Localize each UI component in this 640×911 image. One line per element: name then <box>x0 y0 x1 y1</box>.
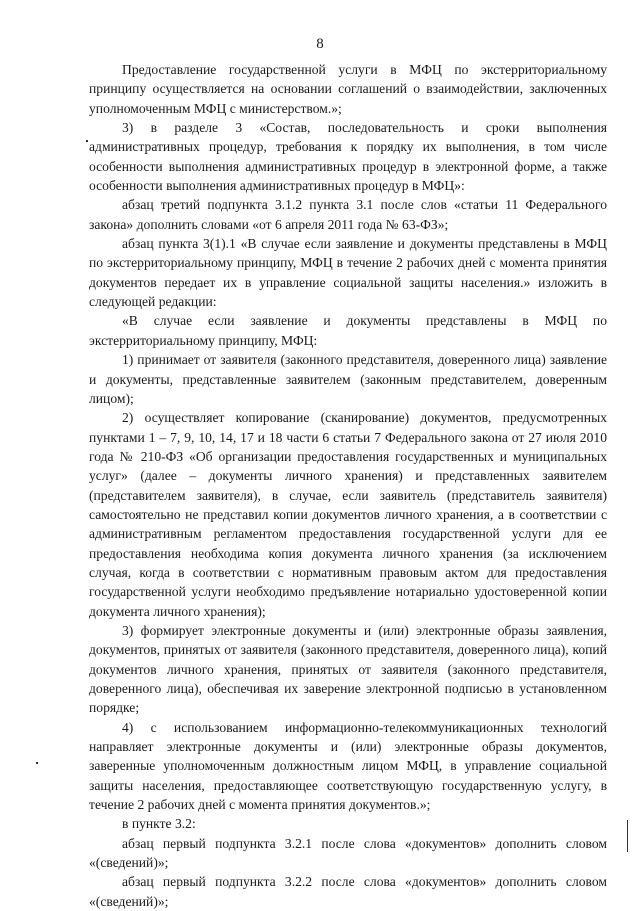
document-body <box>89 60 607 911</box>
paragraph: Предоставление государственной услуги в МФЦ по экстерриториальному принципу осуществляется на основании соглашений о взаимодействии, заключенных уполномоченным МФЦ с министерством.»; <box>89 62 607 116</box>
paragraph: абзац первый подпункта 3.2.2 после слова «документов» дополнить словом «(сведений)»; <box>89 874 607 909</box>
paragraph: в пункте 3.2: <box>122 816 196 832</box>
paragraph: 3) формирует электронные документы и (или) электронные образы заявления, документов, принятых от заявителя (законного представителя, доверенного лица), копий документов личного хранения, принятых от заявителя (законного представителя, доверенного лица), обеспечивая их заверение электронной подписью в установленном порядке; <box>89 622 607 716</box>
paragraph: абзац третий подпункта 3.1.2 пункта 3.1 после слов «статьи 11 Федерального закона» дополнить словами «от 6 апреля 2011 года № 63-ФЗ»; <box>89 197 607 232</box>
paragraph: 4) с использованием информационно-телекоммуникационных технологий направляет электронные документы и (или) электронные образы документов, заверенные уполномоченным должностным лицом МФЦ, в управление социальной защиты населения, предоставляющее соответствующую государственную услугу, в течение 2 рабочих дней с момента принятия документов.»; <box>89 719 607 813</box>
paragraph: 1) принимает от заявителя (законного представителя, доверенного лица) заявление и документы, представленные заявителем (законным представителем, доверенным лицом); <box>89 352 607 406</box>
scan-mark <box>86 140 88 142</box>
scan-mark <box>36 762 38 764</box>
page-number: 8 <box>316 36 324 52</box>
paragraph: 2) осуществляет копирование (сканирование) документов, предусмотренных пунктами 1 – 7, 9, 10, 14, 17 и 18 части 6 статьи 7 Федерального закона от 27 июля 2010 года № 210-ФЗ «Об организации предоставления государственных и муниципальных услуг» (далее – документы личного хранения) и представленных заявителем (представителем заявителя), в случае, если заявитель (представитель заявителя) самостоятельно не представил копии документов личного хранения, а в соответствии с административным регламентом предоставления государственной услуги для ее предоставления необходима копия документа личного хранения (за исключением случая, когда в соответствии с нормативным правовым актом для предоставления государственной услуги необходимо предъявление нотариально удостоверенной копии документа личного хранения); <box>89 410 607 619</box>
paragraph: «В случае если заявление и документы представлены в МФЦ по экстерриториальному принципу, МФЦ: <box>89 313 607 348</box>
paragraph: 3) в разделе 3 «Состав, последовательность и сроки выполнения административных процедур, требования к порядку их выполнения, в том числе особенности выполнения административных процедур в электронной форме, а также особенности выполнения административных процедур в МФЦ»: <box>89 120 607 194</box>
paragraph: абзац первый подпункта 3.2.1 после слова «документов» дополнить словом «(сведений)»; <box>89 835 607 871</box>
scan-mark <box>627 820 628 852</box>
paragraph: абзац пункта 3(1).1 «В случае если заявление и документы представлены в МФЦ по экстерриториальному принципу, МФЦ в течение 2 рабочих дней с момента принятия документов передает их в управление социальной защиты населения.» изложить в следующей редакции: <box>89 236 607 310</box>
